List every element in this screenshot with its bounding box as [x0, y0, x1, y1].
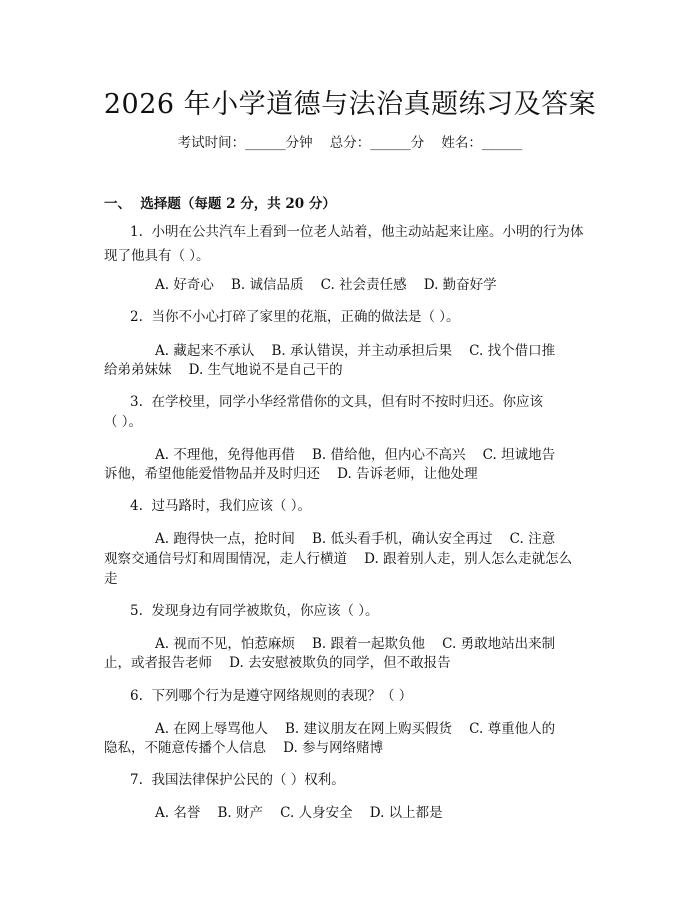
question-5-options: A. 视而不见，怕惹麻烦 B. 跟着一起欺负他 C. 勇敢地站出来制 [155, 636, 556, 652]
question-2-options: A. 藏起来不承认 B. 承认错误，并主动承担后果 C. 找个借口推 [155, 343, 556, 359]
question-5-options-cont: 止，或者报告老师 D. 去安慰被欺负的同学，但不敢报告 [104, 655, 451, 671]
question-4-options: A. 跑得快一点，抢时间 B. 低头看手机，确认安全再过 C. 注意 [155, 531, 556, 547]
question-7-text: 7. 我国法律保护公民的（ ）权利。 [130, 772, 345, 788]
question-3-options-cont: 诉他，希望他能爱惜物品并及时归还 D. 告诉老师，让他处理 [104, 466, 478, 482]
question-5-text: 5. 发现身边有同学被欺负，你应该（ ）。 [130, 603, 379, 619]
question-6-options: A. 在网上辱骂他人 B. 建议朋友在网上购买假货 C. 尊重他人的 [155, 721, 556, 737]
question-2-text: 2. 当你不小心打碎了家里的花瓶，正确的做法是（ ）。 [130, 309, 460, 325]
section-heading-choice: 一、 选择题（每题 2 分，共 20 分） [104, 196, 336, 212]
question-4-options-cont: 观察交通信号灯和周围情况，走人行横道 D. 跟着别人走，别人怎么走就怎么 [104, 551, 573, 567]
question-2-options-cont: 给弟弟妹妹 D. 生气地说不是自己干的 [104, 362, 343, 378]
question-4-options-cont2: 走 [104, 571, 118, 587]
question-4-text: 4. 过马路时，我们应该（ ）。 [130, 498, 312, 514]
page-title: 2026 年小学道德与法治真题练习及答案 [103, 89, 597, 120]
question-3-text-cont: （ ）。 [104, 414, 143, 430]
question-1-text-cont: 现了他具有（ ）。 [104, 248, 210, 264]
question-3-options: A. 不理他，免得他再借 B. 借给他，但内心不高兴 C. 坦诚地告 [155, 447, 556, 463]
question-6-options-cont: 隐私，不随意传播个人信息 D. 参与网络赌博 [104, 740, 384, 756]
question-1-text: 1. 小明在公共汽车上看到一位老人站着，他主动站起来让座。小明的行为体 [130, 224, 584, 240]
question-1-options: A. 好奇心 B. 诚信品质 C. 社会责任感 D. 勤奋好学 [155, 277, 497, 293]
question-6-text: 6. 下列哪个行为是遵守网络规则的表现？（ ） [130, 688, 413, 704]
exam-info-line: 考试时间：______分钟 总分：______分 姓名：______ [177, 135, 523, 151]
question-7-options: A. 名誉 B. 财产 C. 人身安全 D. 以上都是 [155, 805, 443, 821]
question-3-text: 3. 在学校里，同学小华经常借你的文具，但有时不按时归还。你应该 [130, 394, 543, 410]
